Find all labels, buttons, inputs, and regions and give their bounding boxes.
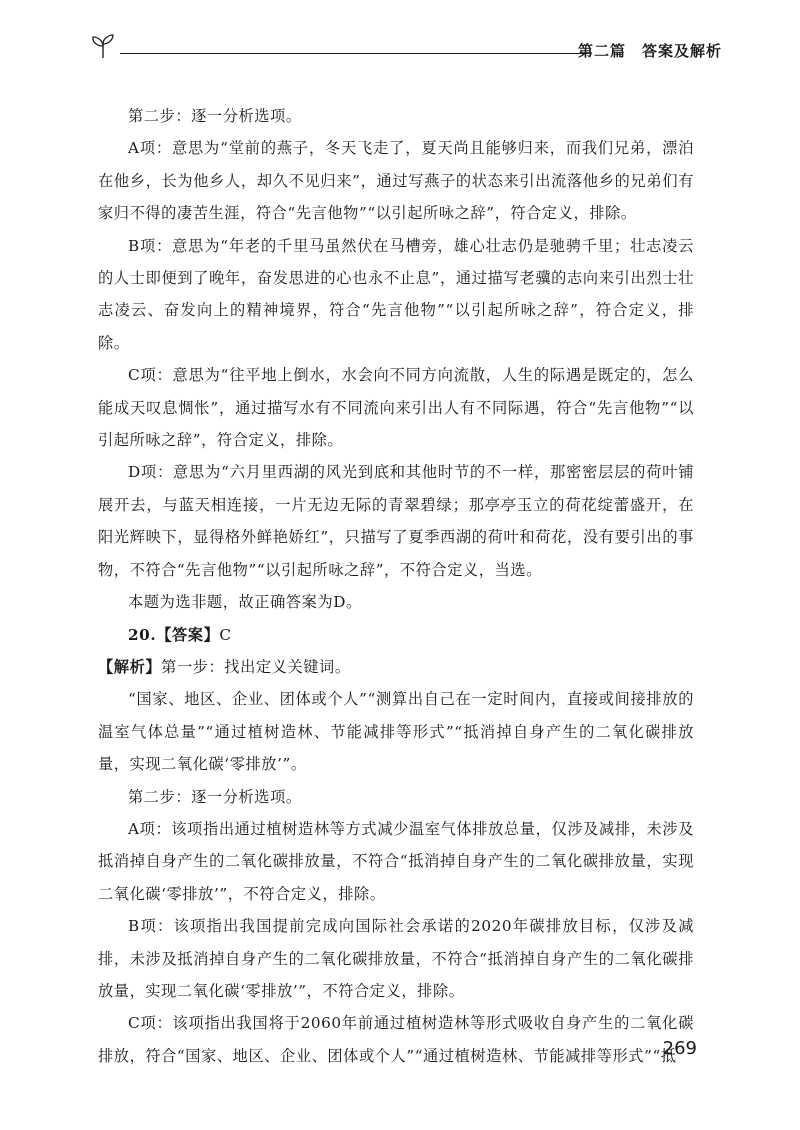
running-header — [82, 30, 722, 70]
paragraph: A项：意思为“堂前的燕子，冬天飞走了，夏天尚且能够归来，而我们兄弟，漂泊在他乡，长为他乡人，却久不见归来”，通过写燕子的状态来引出流落他乡的兄弟们有家归不得的凄苦生涯，符合“先言他物”“以引起所咏之辞”，符合定义，排除。 — [98, 139, 694, 223]
paragraph: 第二步：逐一分析选项。 — [128, 107, 302, 125]
analysis-line — [98, 651, 694, 683]
section-title: 第二篇 答案及解析 — [577, 42, 722, 60]
paragraph: C项：意思为“往平地上倒水，水会向不同方向流散，人生的际遇是既定的，怎么能成天叹息惆怅”，通过描写水有不同流向来引出人有不同际遇，符合“先言他物”“以引起所咏之辞”，符合定义，排除。 — [98, 366, 694, 450]
paragraph: C项：该项指出我国将于2060年前通过植树造林等形式吸收自身产生的二氧化碳排放，符合“国家、地区、企业、团体或个人”“通过植树造林、节能减排等形式”“抵 — [98, 1014, 694, 1065]
answer-value: C — [219, 625, 232, 644]
paragraph: B项：意思为“年老的千里马虽然伏在马槽旁，雄心壮志仍是驰骋千里；壮志凌云的人士即便到了晚年，奋发思进的心也永不止息”，通过描写老骥的志向来引出烈士壮志凌云、奋发向上的精神境界，符合“先言他物”“以引起所咏之辞”，符合定义，排除。 — [98, 236, 694, 352]
analysis-label: 【解析】 — [98, 657, 162, 676]
paragraph: D项：意思为“六月里西湖的风光到底和其他时节的不一样，那密密层层的荷叶铺展开去，与蓝天相连接，一片无边无际的青翠碧绿；那亭亭玉立的荷花绽蕾盛开，在阳光辉映下，显得格外鲜艳娇红”，只描写了夏季西湖的荷叶和荷花，没有要引出的事物，不符合“先言他物”“以引起所咏之辞”，不符合定义，当选。 — [98, 463, 694, 579]
header-rule — [120, 53, 590, 54]
paragraph: B项：该项指出我国提前完成向国际社会承诺的2020年碳排放目标，仅涉及减排，未涉及抵消掉自身产生的二氧化碳排放量，不符合“抵消掉自身产生的二氧化碳排放量，实现二氧化碳‘零排放’”，不符合定义，排除。 — [98, 917, 694, 1000]
leaf-sprout-icon — [88, 32, 118, 66]
answer-label: 20.【答案】 — [128, 625, 220, 644]
page-body — [98, 100, 694, 1072]
analysis-text: 第一步：找出定义关键词。 — [161, 657, 351, 676]
paragraph: 第二步：逐一分析选项。 — [128, 787, 302, 806]
page-number: 269 — [662, 1038, 697, 1059]
paragraph: 本题为选非题，故正确答案为D。 — [128, 593, 362, 612]
paragraph: A项：该项指出通过植树造林等方式减少温室气体排放总量，仅涉及减排，未涉及抵消掉自身产生的二氧化碳排放量，不符合“抵消掉自身产生的二氧化碳排放量，实现二氧化碳‘零排放’”，不符合定义，排除。 — [98, 819, 694, 903]
paragraph: “国家、地区、企业、团体或个人”“测算出自己在一定时间内，直接或间接排放的温室气体总量”“通过植树造林、节能减排等形式”“抵消掉自身产生的二氧化碳排放量，实现二氧化碳‘零排放’”。 — [98, 690, 694, 774]
answer-line — [98, 619, 694, 651]
